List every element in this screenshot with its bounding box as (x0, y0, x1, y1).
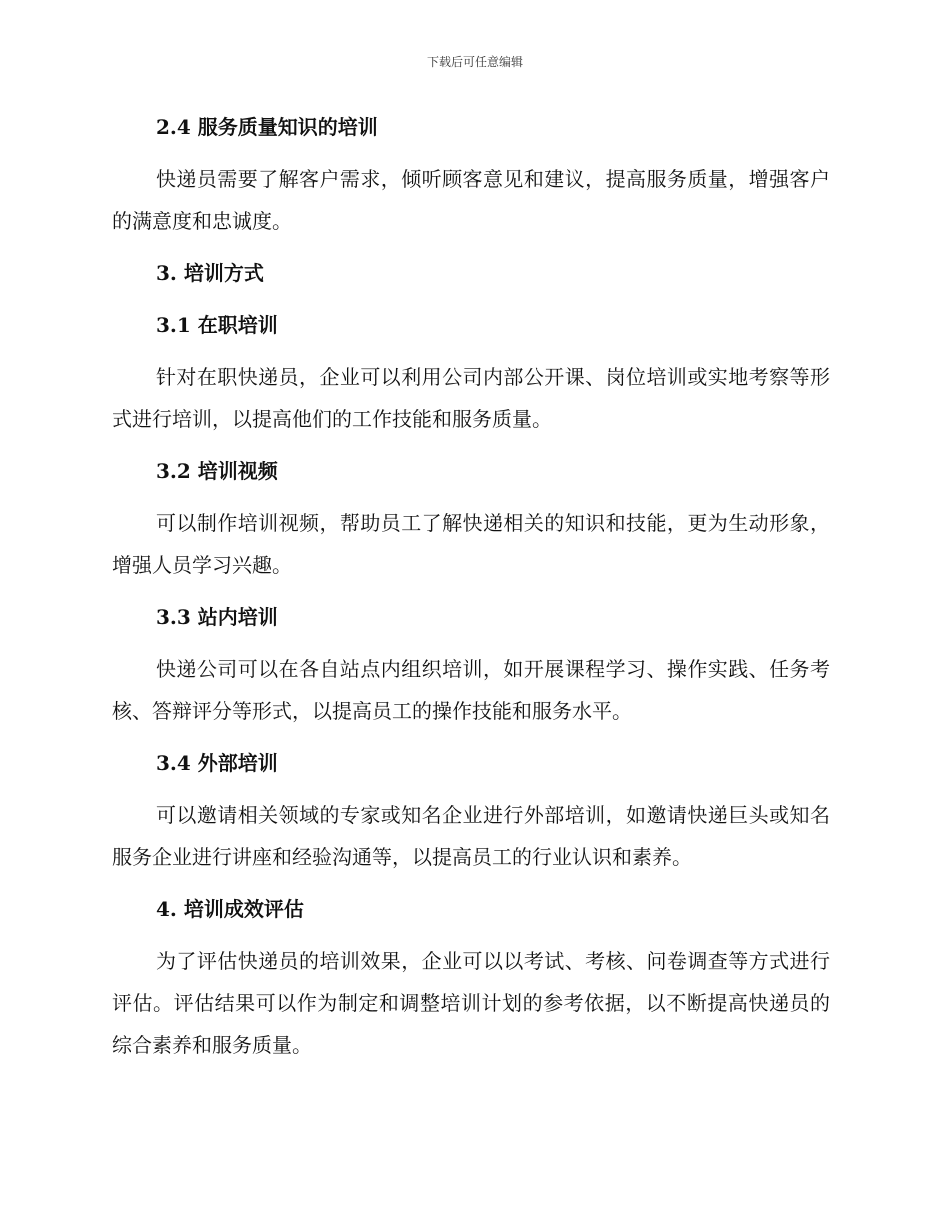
section-heading-3-1: 3.1 在职培训 (156, 313, 278, 337)
section-heading-3-3: 3.3 站内培训 (156, 605, 278, 629)
section-paragraph-3-1: 针对在职快递员，企业可以利用公司内部公开课、岗位培训或实地考察等形式进行培训，以提高他们的工作技能和服务质量。 (112, 365, 830, 431)
section-heading-2-4: 2.4 服务质量知识的培训 (156, 115, 378, 139)
section-heading-3-4: 3.4 外部培训 (156, 751, 278, 775)
section-heading-4: 4. 培训成效评估 (156, 897, 304, 921)
section-paragraph-4: 为了评估快递员的培训效果，企业可以以考试、考核、问卷调查等方式进行评估。评估结果可以作为制定和调整培训计划的参考依据，以不断提高快递员的综合素养和服务质量。 (112, 949, 830, 1057)
document-body (112, 106, 830, 1066)
page-header: 下载后可任意编辑 (426, 55, 523, 69)
section-heading-3-2: 3.2 培训视频 (156, 459, 278, 483)
section-paragraph-3-3: 快递公司可以在各自站点内组织培训，如开展课程学习、操作实践、任务考核、答辩评分等形式，以提高员工的操作技能和服务水平。 (112, 657, 830, 723)
section-paragraph-3-4: 可以邀请相关领域的专家或知名企业进行外部培训，如邀请快递巨头或知名服务企业进行讲座和经验沟通等，以提高员工的行业认识和素养。 (112, 803, 830, 869)
section-paragraph-2-4: 快递员需要了解客户需求，倾听顾客意见和建议，提高服务质量，增强客户的满意度和忠诚度。 (112, 167, 830, 233)
section-heading-3: 3. 培训方式 (156, 261, 264, 285)
section-paragraph-3-2: 可以制作培训视频，帮助员工了解快递相关的知识和技能，更为生动形象，增强人员学习兴趣。 (112, 511, 830, 577)
